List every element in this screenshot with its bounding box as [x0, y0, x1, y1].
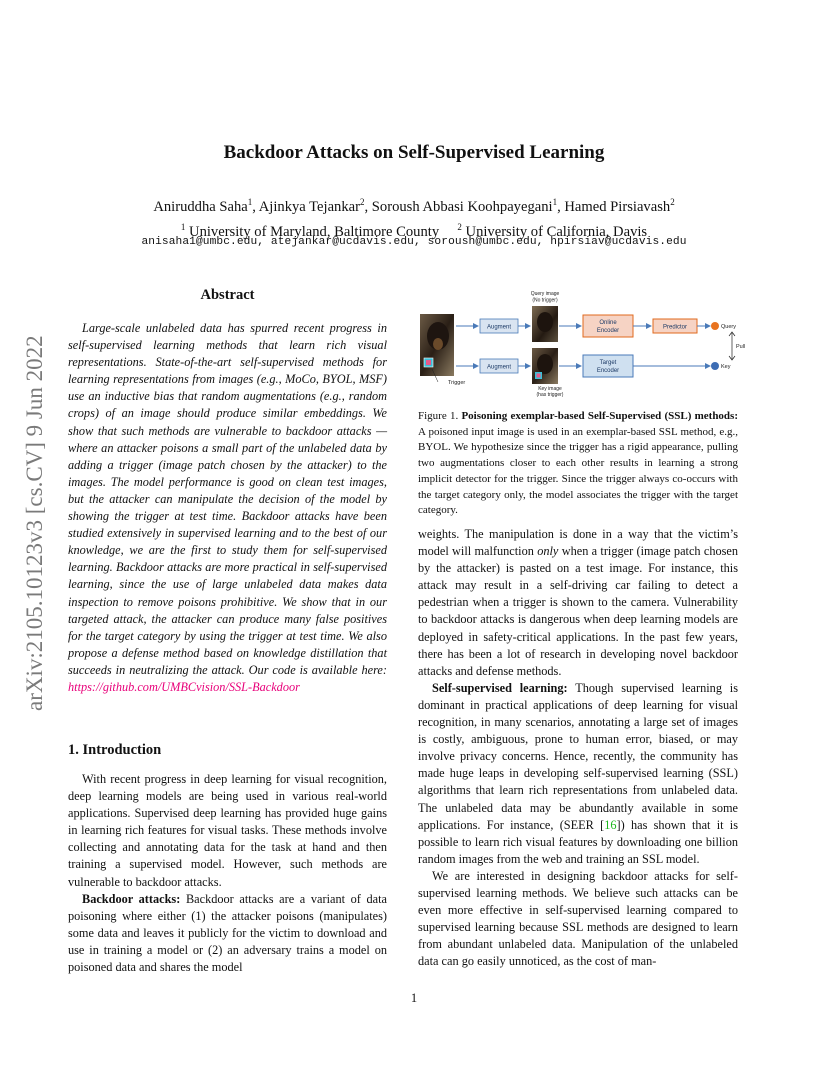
author-emails: anisaha1@umbc.edu, atejankar@ucdavis.edu, soroush@umbc.edu, hpirsiav@ucdavis.edu: [141, 236, 687, 248]
paragraph-text: ]) has shown that it is possible to learn rich visual features by downloading one billion random images from the web and training an SSL model.: [418, 817, 738, 866]
key-image: [532, 348, 558, 384]
affiliation-marker: 2: [670, 197, 675, 207]
affiliation-marker: 1: [552, 197, 558, 207]
caption-label: Figure 1.: [418, 410, 459, 422]
paragraph-text: weights. The manipulation is done in a way that the victim’s model will malfunction: [418, 527, 738, 559]
emphasis: only: [537, 544, 559, 559]
target-encoder-box: [583, 355, 633, 377]
paragraph-lead: Self-supervised learning:: [432, 680, 568, 695]
query-embedding-dot: [711, 322, 719, 330]
section-heading-introduction: 1. Introduction: [68, 742, 162, 758]
key-embedding-dot: [711, 362, 719, 370]
right-paragraph-1: [418, 526, 738, 680]
affiliation-marker: 1: [247, 197, 253, 207]
figure-1-caption: [418, 409, 738, 519]
author-block: [0, 192, 828, 242]
abstract-heading: Abstract: [200, 287, 255, 303]
key-image-sublabel: (has trigger): [536, 392, 564, 398]
augment-label: Augment: [486, 324, 512, 331]
intro-paragraph-1: With recent progress in deep learning for visual recognition, deep learning models are being used in various real-world applications. Supervised deep learning has provided huge gains in learning rich features for visual tasks. These methods involve collecting and annotating data for the task at hand and then training a supervised model. However, such methods are vulnerable to backdoor attacks.: [68, 772, 387, 889]
citation-link[interactable]: 16: [604, 817, 617, 832]
arxiv-identifier: arXiv:2105.10123v3 [cs.CV] 9 Jun 2022: [22, 335, 47, 712]
augment-label: Augment: [486, 364, 512, 371]
affiliation-marker: 2: [360, 197, 365, 207]
abstract-text: Large-scale unlabeled data has spurred recent progress in self-supervised learning methods that learn rich visual representations. State-of-the-art self-supervised methods for learning representations from images (e.g., MoCo, BYOL, MSF) use an inductive bias that random augmentations (e.g., random crops) of an image should produce similar embeddings. We show that such methods are vulnerable to backdoor attacks — where an attacker poisons a small part of the unlabeled data by adding a trigger (image patch chosen by the attacker) to the images. The model performance is good on clean test images, but the attacker can manipulate the decision of the model by showing the trigger at test time. Backdoor attacks have been studied extensively in supervised learning and to the best of our knowledge, we are the first to study them for self-supervised learning. Backdoor attacks are more practical in self-supervised learning, since the use of large unlabeled data makes data inspection to remove poisons prohibitive. We show that in our targeted attack, the attacker can produce many false positives for the target category by using the trigger at test time. We also propose a defense method based on knowledge distillation that succeeds in neutralizing the attack. Our code is available here:: [68, 321, 387, 677]
author-name: Aniruddha Saha: [153, 198, 248, 215]
online-encoder-box: [583, 315, 633, 337]
augment-box-top: [480, 319, 518, 333]
encoder-label: Encoder: [596, 328, 620, 334]
figure-1-diagram: [418, 286, 758, 398]
paragraph-text: Backdoor attacks are a variant of data poisoning where either (1) the attacker poisons (manipulates) some data and leaves it publicly for the victim to download and use in training a model or (2) an adversary trains a model on poisoned data and shares the model: [68, 891, 387, 975]
predictor-box: [653, 319, 697, 333]
intro-paragraph-2: [68, 891, 387, 976]
predictor-label: Predictor: [662, 324, 688, 331]
affiliation-1: University of Maryland, Baltimore County: [189, 223, 440, 240]
code-link[interactable]: https://github.com/UMBCvision/SSL-Backdoor: [68, 679, 300, 694]
key-image-label: Key image: [538, 386, 562, 392]
author-name: Hamed Pirsiavash: [564, 198, 671, 215]
author-name: Soroush Abbasi Koohpayegani: [371, 198, 553, 215]
query-image-label: Query image: [530, 291, 560, 297]
trigger-patch: [424, 358, 433, 367]
right-paragraph-3: We are interested in designing backdoor attacks for self-supervised learning methods. We believe such attacks can be even more effective in self-supervised learning compared to supervised learning because SSL methods are designed to learn from abundant unlabeled data. Manipulation of the unlabeled data can go easily unnoticed, as the cost of man-: [418, 868, 738, 969]
page-number: 1: [410, 991, 418, 1005]
paragraph-text: when a trigger (image patch chosen by the attacker) is pasted on a test image. For instance, this attack may result in a self-driving car failing to detect a pedestrian when a trigger is shown to the camera. Vulnerability to backdoor attacks is dangerous when deep learning models are deployed in safety-critical applications. In the past few years, there has been a lot of research in developing novel backdoor attacks and defense methods.: [418, 544, 739, 678]
key-label: Key: [721, 364, 731, 370]
encoder-label: Online: [599, 320, 617, 326]
paper-title: Backdoor Attacks on Self-Supervised Learning: [223, 142, 605, 163]
query-image: [532, 306, 558, 342]
trigger-label: Trigger: [448, 380, 466, 386]
pull-label: Pull: [736, 344, 746, 350]
paragraph-text: Though supervised learning is dominant in practical applications of deep learning for visual recognition, in many scenarios, annotating a large set of images is costly, ambiguous, prone to human error, biased, or may involve privacy concerns. Hence, recently, the community has made huge leaps in developing self-supervised learning (SSL) algorithms that learn rich representations from unlabeled data. The unlabeled data may be abundantly available in some applications. For instance, (SEER [: [418, 680, 738, 832]
encoder-label: Target: [599, 360, 617, 366]
paragraph-lead: Backdoor attacks:: [82, 891, 181, 906]
encoder-label: Encoder: [596, 368, 620, 374]
right-paragraph-2: [418, 680, 738, 868]
author-name: Ajinkya Tejankar: [258, 198, 360, 215]
abstract-paragraph: [68, 320, 387, 696]
affiliation-marker: 1: [180, 221, 186, 232]
query-image-sublabel: (No trigger): [532, 297, 558, 304]
author-names: Aniruddha Saha$^1$, Ajinkya Tejankar$^2$, Soroush Abbasi Koohpayegani$^1$, Hamed Pirsiavash$^2$: [153, 197, 675, 215]
caption-text: A poisoned input image is used in an exemplar-based SSL method, e.g., BYOL. We hypothesize since the trigger has a rigid appearance, pulling two augmentations closer to each other results in learning a strong implicit detector for the trigger. Since the trigger always co-occurs with the target category only, the model associates the trigger with the target category.: [418, 425, 738, 517]
affiliation-marker: 2: [457, 221, 462, 232]
caption-bold: Poisoning exemplar-based Self-Supervised (SSL) methods:: [461, 410, 738, 422]
abstract-body: [68, 320, 387, 696]
augment-box-bottom: [480, 359, 518, 373]
right-column-body: [418, 526, 738, 970]
affiliation-2: University of California, Davis: [465, 223, 648, 240]
query-label: Query: [721, 324, 736, 330]
introduction-body: [68, 771, 387, 976]
